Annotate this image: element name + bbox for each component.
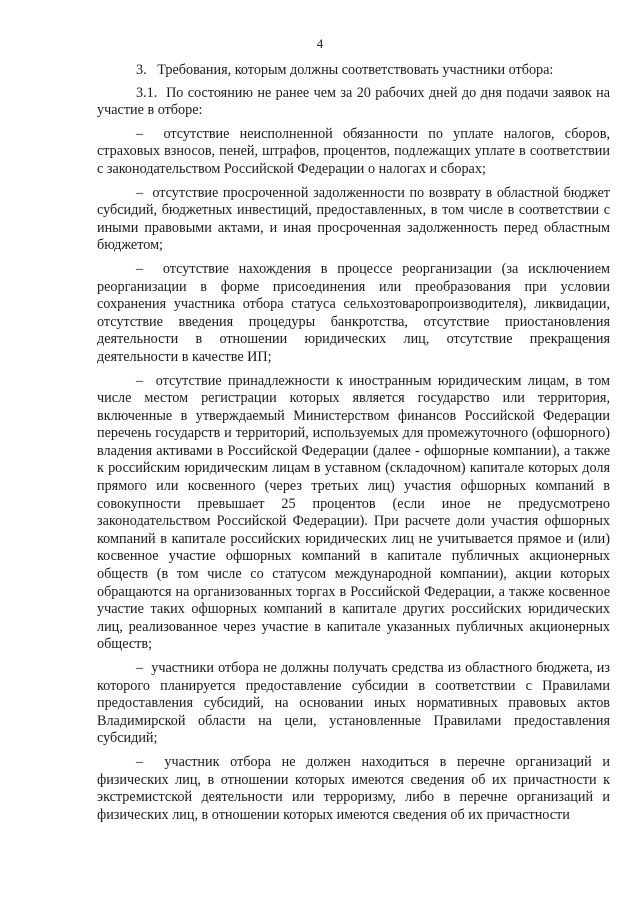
requirement-no-offshore: – отсутствие принадлежности к иностранным юридическим лицам, в том числе местом регистрации которых является государство или территория, включенные в утверждаемый Министерством финансов Российской Федерации перечень государств и территорий, используемых для промежуточного (офшорного) владения активами в Российской Федерации (далее - офшорные компании), а также к российским юридическим лицам в уставном (складочном) капитале которых доля прямого или косвенного (через третьих лиц) участия офшорных компаний в совокупности превышает 25 процентов (если иное не предусмотрено законодательством Российской Федерации). При расчете доли участия офшорных компаний в капитале российских юридических лиц не учитывается прямое и (или) косвенное участие офшорных компаний в капитале публичных акционерных обществ (в том числе со статусом международной компании), акции которых обращаются на организованных торгах в Российской Федерации, а также косвенное участие таких офшорных компаний в капитале других российских юридических лиц, реализованное через участие в капитале указанных публичных акционерных обществ; — [97, 372, 610, 653]
requirement-no-tax-debt: – отсутствие неисполненной обязанности по уплате налогов, сборов, страховых взносов, пеней, штрафов, процентов, подлежащих уплате в соответствии с законодательством Российской Федерации о налогах и сборах; — [97, 125, 610, 177]
requirement-no-other-funds: – участники отбора не должны получать средства из областного бюджета, из которого планируется предоставление субсидии в соответствии с Правилами предоставления субсидий, на основании иных нормативных правовых актов Владимирской области на цели, установленные Правилами предоставления субсидий; — [97, 660, 610, 747]
subsection-intro: 3.1. По состоянию не ранее чем за 20 рабочих дней до дня подачи заявок на участие в отборе: — [97, 84, 610, 119]
page-number: 4 — [316, 36, 324, 51]
section-heading: 3. Требования, которым должны соответствовать участники отбора: — [136, 62, 554, 78]
requirement-no-overdue-budget-debt: – отсутствие просроченной задолженности по возврату в областной бюджет субсидий, бюджетных инвестиций, предоставленных, в том числе в соответствии с иными правовыми актами, и иная просроченная задолженность перед областным бюджетом; — [97, 184, 610, 254]
document-body — [97, 62, 610, 824]
requirement-not-in-extremist-list: – участник отбора не должен находиться в перечне организаций и физических лиц, в отношении которых имеются сведения об их причастности к экстремистской деятельности или терроризму, либо в перечне организаций и физических лиц, в отношении которых имеются сведения об их причастности — [97, 753, 610, 823]
requirement-no-reorganization: – отсутствие нахождения в процессе реорганизации (за исключением реорганизации в форме присоединения или преобразования при условии сохранения участника отбора статуса сельхозтоваропроизводителя), ликвидации, отсутствие введения процедуры банкротства, отсутствие приостановления деятельности в отношении юридических лиц, отсутствие прекращения деятельности в качестве ИП; — [97, 260, 610, 365]
